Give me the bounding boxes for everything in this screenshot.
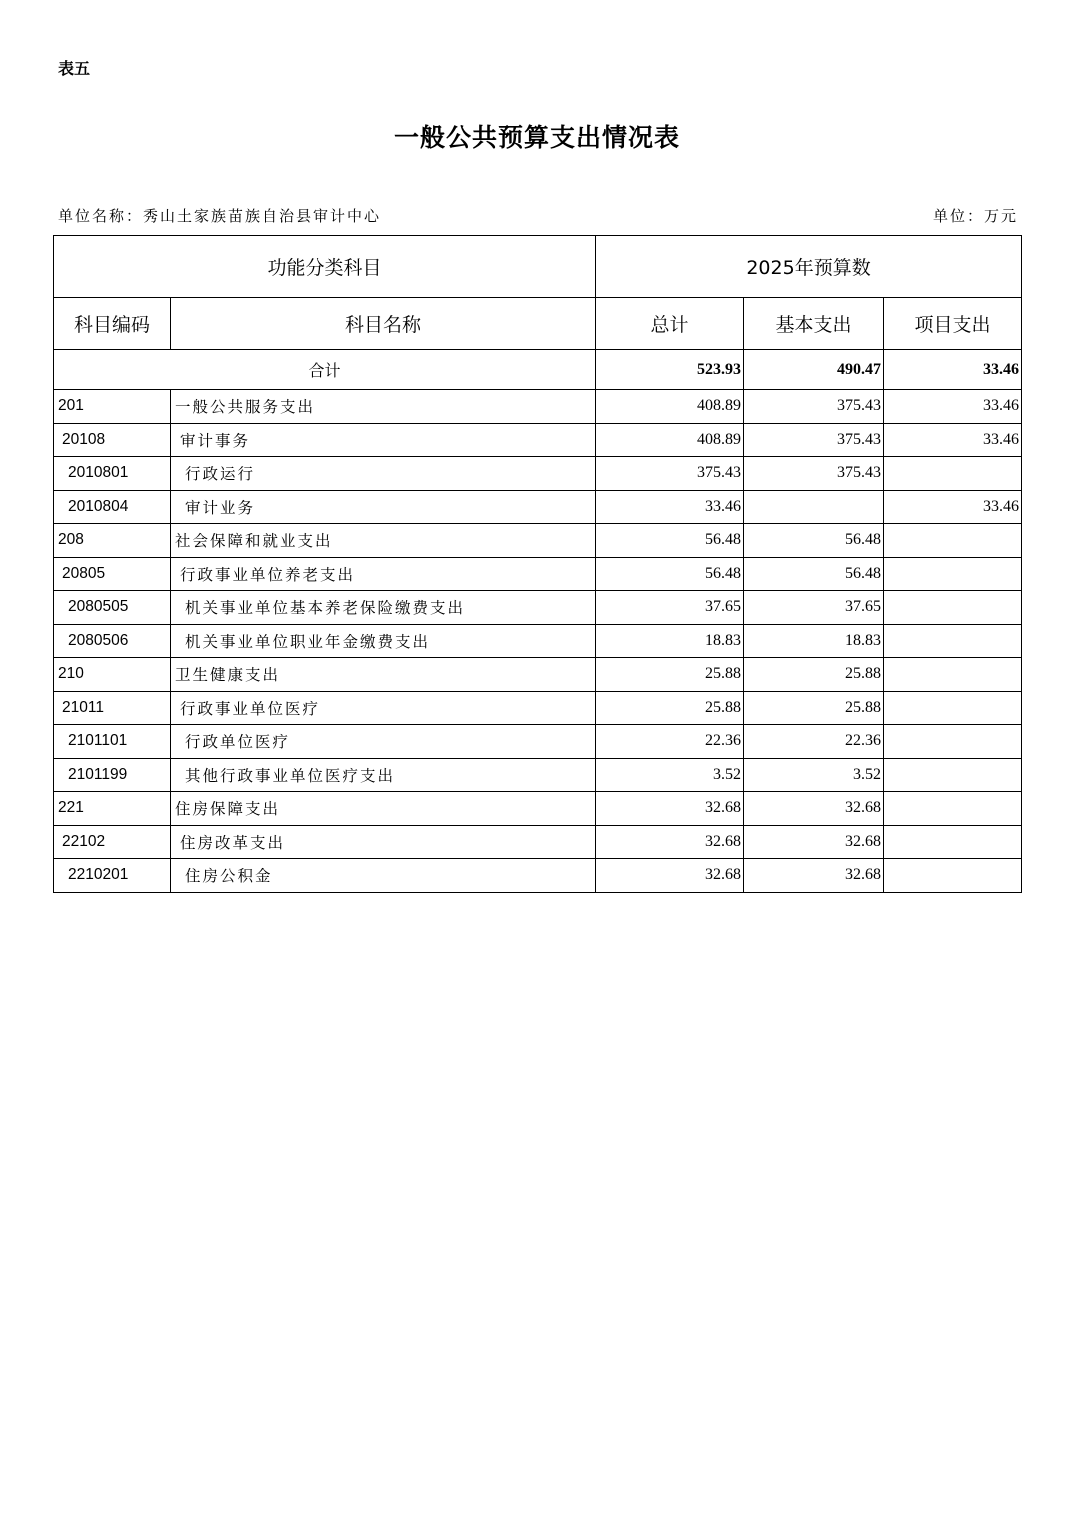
row-code: 2080506 bbox=[54, 624, 171, 658]
row-code: 210 bbox=[54, 658, 171, 692]
row-basic: 22.36 bbox=[744, 725, 884, 759]
row-basic bbox=[744, 490, 884, 524]
row-name: 行政事业单位医疗 bbox=[171, 691, 596, 725]
row-total: 375.43 bbox=[596, 457, 744, 491]
row-name: 住房公积金 bbox=[171, 859, 596, 893]
row-name: 行政事业单位养老支出 bbox=[171, 557, 596, 591]
header-function-classification: 功能分类科目 bbox=[54, 236, 596, 298]
table-row bbox=[54, 490, 1022, 524]
row-basic: 56.48 bbox=[744, 557, 884, 591]
page-title: 一般公共预算支出情况表 bbox=[393, 123, 680, 152]
row-total: 25.88 bbox=[596, 691, 744, 725]
row-name: 其他行政事业单位医疗支出 bbox=[171, 758, 596, 792]
row-name: 机关事业单位职业年金缴费支出 bbox=[171, 624, 596, 658]
row-project: 33.46 bbox=[884, 490, 1022, 524]
total-basic: 490.47 bbox=[744, 350, 884, 390]
row-name: 行政运行 bbox=[171, 457, 596, 491]
row-name: 住房改革支出 bbox=[171, 825, 596, 859]
header-basic: 基本支出 bbox=[744, 298, 884, 350]
row-project: 33.46 bbox=[884, 423, 1022, 457]
row-project bbox=[884, 825, 1022, 859]
row-total: 408.89 bbox=[596, 390, 744, 424]
total-project: 33.46 bbox=[884, 350, 1022, 390]
row-code: 2080505 bbox=[54, 591, 171, 625]
row-code: 2010804 bbox=[54, 490, 171, 524]
row-total: 408.89 bbox=[596, 423, 744, 457]
table-row bbox=[54, 423, 1022, 457]
header-budget-2025: 2025年预算数 bbox=[596, 236, 1022, 298]
row-code: 2101199 bbox=[54, 758, 171, 792]
row-total: 32.68 bbox=[596, 792, 744, 826]
row-basic: 32.68 bbox=[744, 859, 884, 893]
currency-unit: 单位：万元 bbox=[932, 207, 1018, 225]
row-project bbox=[884, 457, 1022, 491]
row-code: 2010801 bbox=[54, 457, 171, 491]
row-basic: 3.52 bbox=[744, 758, 884, 792]
table-row bbox=[54, 624, 1022, 658]
row-project bbox=[884, 691, 1022, 725]
row-code: 20805 bbox=[54, 557, 171, 591]
row-project bbox=[884, 591, 1022, 625]
table-row bbox=[54, 658, 1022, 692]
table-row bbox=[54, 859, 1022, 893]
row-code: 21011 bbox=[54, 691, 171, 725]
row-total: 3.52 bbox=[596, 758, 744, 792]
table-row bbox=[54, 792, 1022, 826]
row-total: 37.65 bbox=[596, 591, 744, 625]
row-total: 32.68 bbox=[596, 825, 744, 859]
row-total: 33.46 bbox=[596, 490, 744, 524]
row-name: 卫生健康支出 bbox=[171, 658, 596, 692]
row-project bbox=[884, 624, 1022, 658]
row-code: 201 bbox=[54, 390, 171, 424]
sheet-label: 表五 bbox=[58, 59, 91, 78]
row-project bbox=[884, 658, 1022, 692]
row-total: 25.88 bbox=[596, 658, 744, 692]
row-basic: 25.88 bbox=[744, 691, 884, 725]
row-basic: 32.68 bbox=[744, 825, 884, 859]
row-code: 2101101 bbox=[54, 725, 171, 759]
row-project bbox=[884, 792, 1022, 826]
table-row bbox=[54, 691, 1022, 725]
table-row bbox=[54, 390, 1022, 424]
row-basic: 25.88 bbox=[744, 658, 884, 692]
row-name: 行政单位医疗 bbox=[171, 725, 596, 759]
header-project: 项目支出 bbox=[884, 298, 1022, 350]
table-row bbox=[54, 524, 1022, 558]
row-basic: 375.43 bbox=[744, 423, 884, 457]
table-row bbox=[54, 457, 1022, 491]
row-project bbox=[884, 725, 1022, 759]
row-basic: 37.65 bbox=[744, 591, 884, 625]
row-name: 社会保障和就业支出 bbox=[171, 524, 596, 558]
row-project bbox=[884, 758, 1022, 792]
unit-name: 单位名称：秀山土家族苗族自治县审计中心 bbox=[58, 207, 382, 225]
row-total: 56.48 bbox=[596, 524, 744, 558]
row-total: 22.36 bbox=[596, 725, 744, 759]
row-total: 32.68 bbox=[596, 859, 744, 893]
row-project bbox=[884, 859, 1022, 893]
row-name: 机关事业单位基本养老保险缴费支出 bbox=[171, 591, 596, 625]
row-code: 22102 bbox=[54, 825, 171, 859]
row-code: 208 bbox=[54, 524, 171, 558]
row-name: 住房保障支出 bbox=[171, 792, 596, 826]
total-label: 合计 bbox=[54, 350, 596, 390]
table-row bbox=[54, 557, 1022, 591]
row-name: 一般公共服务支出 bbox=[171, 390, 596, 424]
row-name: 审计事务 bbox=[171, 423, 596, 457]
table-row bbox=[54, 758, 1022, 792]
row-total: 56.48 bbox=[596, 557, 744, 591]
total-row bbox=[54, 350, 1022, 390]
total-total: 523.93 bbox=[596, 350, 744, 390]
row-project: 33.46 bbox=[884, 390, 1022, 424]
row-basic: 18.83 bbox=[744, 624, 884, 658]
row-code: 221 bbox=[54, 792, 171, 826]
row-basic: 32.68 bbox=[744, 792, 884, 826]
row-project bbox=[884, 557, 1022, 591]
row-name: 审计业务 bbox=[171, 490, 596, 524]
table-row bbox=[54, 825, 1022, 859]
row-basic: 56.48 bbox=[744, 524, 884, 558]
budget-table bbox=[53, 235, 1022, 893]
row-basic: 375.43 bbox=[744, 457, 884, 491]
row-code: 20108 bbox=[54, 423, 171, 457]
header-total: 总计 bbox=[596, 298, 744, 350]
row-code: 2210201 bbox=[54, 859, 171, 893]
table-row bbox=[54, 591, 1022, 625]
row-project bbox=[884, 524, 1022, 558]
header-name: 科目名称 bbox=[171, 298, 596, 350]
row-basic: 375.43 bbox=[744, 390, 884, 424]
row-total: 18.83 bbox=[596, 624, 744, 658]
header-code: 科目编码 bbox=[54, 298, 171, 350]
table-row bbox=[54, 725, 1022, 759]
